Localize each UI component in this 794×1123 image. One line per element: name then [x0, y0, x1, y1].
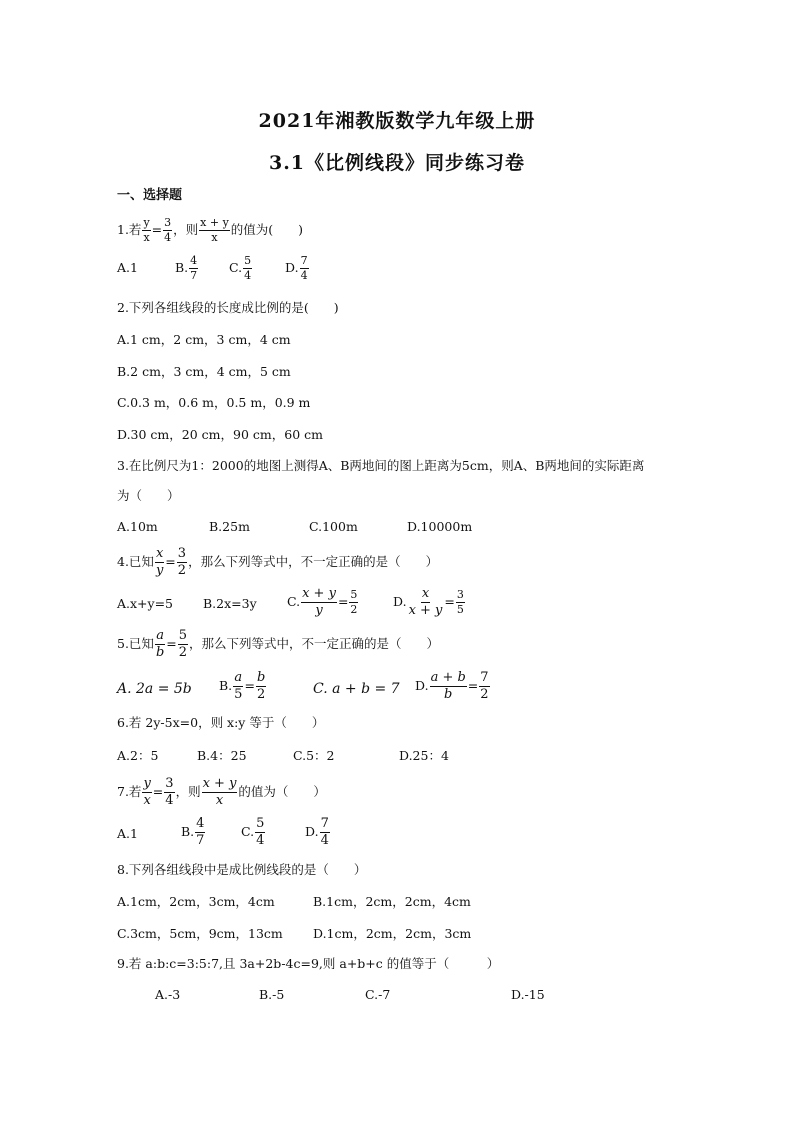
option-a: A.x+y=5	[117, 596, 174, 611]
option-c: C.100m	[309, 519, 358, 534]
question-5-options	[117, 670, 677, 702]
question-1-options	[117, 254, 677, 282]
question-8-options-row-2	[117, 928, 677, 944]
fraction: $\frac{3}{2}$	[177, 546, 187, 578]
fraction: $\frac{y}{x}$	[143, 776, 151, 808]
option-c: C. a + b = 7	[313, 681, 400, 697]
option-b: B.1cm，2cm，2cm，4cm	[313, 894, 471, 909]
option-d: D.-15	[511, 987, 545, 1002]
option-c: C.3cm，5cm，9cm，13cm	[117, 926, 283, 941]
option-d: D. $\frac{7}{4}$	[285, 254, 308, 282]
option-c: C. $\frac{x + y}{y}$ = $\frac{5}{2}$	[287, 586, 358, 618]
option-b: B. $\frac{a}{5}$ = $\frac{b}{2}$	[219, 670, 266, 702]
fraction: $\frac{x}{y}$	[155, 546, 164, 578]
option-a: A. 2a = 5b	[117, 681, 192, 697]
option-b: B.2x=3y	[203, 596, 257, 611]
option-a: A.2：5	[117, 748, 159, 763]
question-2-option-b: B.2 cm，3 cm，4 cm，5 cm	[117, 364, 291, 379]
option-a: A.1cm，2cm，3cm，4cm	[117, 894, 275, 909]
fraction: $\frac{3}{4}$	[164, 216, 172, 244]
question-7-options	[117, 816, 677, 848]
question-3-options	[117, 521, 677, 537]
question-4: 4.已知 $\frac{x}{y}$ = $\frac{3}{2}$ ，那么下列等式中，不一定正确的是（ ）	[117, 546, 439, 578]
option-d: D. $\frac{7}{4}$	[305, 816, 329, 848]
option-b: B. $\frac{4}{7}$	[181, 816, 205, 848]
fraction: $\frac{x + y}{x}$	[200, 216, 229, 244]
fraction: $\frac{3}{4}$	[165, 776, 174, 808]
question-9: 9.若 a:b:c=3:5:7,且 3a+2b-4c=9,则 a+b+c 的值等于（ ）	[117, 956, 500, 971]
fraction: $\frac{a}{b}$	[155, 628, 165, 660]
section-heading: 一、选择题	[117, 188, 183, 203]
option-d: D. $\frac{x}{x + y}$ = $\frac{3}{5}$	[393, 586, 464, 618]
option-b: B. $\frac{4}{7}$	[175, 254, 198, 282]
question-2-option-a: A.1 cm，2 cm，3 cm，4 cm	[117, 332, 291, 347]
question-6: 6.若 2y-5x=0，则 x:y 等于（ ）	[117, 715, 325, 730]
option-c: C. $\frac{5}{4}$	[241, 816, 265, 848]
fraction: $\frac{y}{x}$	[143, 216, 150, 244]
fraction: $\frac{x + y}{x}$	[202, 776, 237, 808]
option-d: D.25：4	[399, 748, 449, 763]
page-subtitle: 3.1《比例线段》同步练习卷	[268, 152, 526, 174]
question-5: 5.已知 $\frac{a}{b}$ = $\frac{5}{2}$ ，那么下列等式中，不一定正确的是（ ）	[117, 628, 440, 660]
question-4-options	[117, 586, 677, 618]
option-c: C. $\frac{5}{4}$	[229, 254, 252, 282]
option-d: D. $\frac{a + b}{b}$ = $\frac{7}{2}$	[415, 670, 489, 702]
question-8-options-row-1	[117, 896, 677, 912]
question-9-options	[117, 989, 677, 1005]
page-title: 2021年湘教版数学九年级上册	[258, 110, 536, 132]
question-8: 8.下列各组线段中是成比例线段的是（ ）	[117, 862, 367, 877]
question-3-line-2: 为（ ）	[117, 488, 180, 503]
question-1: 1.若 $\frac{y}{x}$ = $\frac{3}{4}$ ，则 $\frac{x + y}{x}$ 的值为( )	[117, 216, 304, 244]
question-2: 2.下列各组线段的长度成比例的是( )	[117, 300, 339, 315]
option-a: A.1	[117, 260, 138, 275]
option-a: A.-3	[155, 987, 181, 1002]
question-6-options	[117, 750, 677, 766]
option-c: C.-7	[365, 987, 391, 1002]
question-3-line-1: 3.在比例尺为1：2000的地图上测得A、B两地间的图上距离为5cm，则A、B两地间的实际距离	[117, 458, 645, 473]
option-a: A.1	[117, 826, 138, 841]
option-d: D.10000m	[407, 519, 473, 534]
option-c: C.5：2	[293, 748, 335, 763]
option-b: B.25m	[209, 519, 250, 534]
question-2-option-d: D.30 cm，20 cm，90 cm，60 cm	[117, 427, 323, 442]
option-b: B.4：25	[197, 748, 247, 763]
option-d: D.1cm，2cm，2cm，3cm	[313, 926, 472, 941]
question-7: 7.若 $\frac{y}{x}$ = $\frac{3}{4}$ ，则 $\frac{x + y}{x}$ 的值为（ ）	[117, 776, 326, 808]
option-a: A.10m	[117, 519, 158, 534]
fraction: $\frac{5}{2}$	[178, 628, 188, 660]
question-2-option-c: C.0.3 m，0.6 m，0.5 m，0.9 m	[117, 395, 311, 410]
option-b: B.-5	[259, 987, 285, 1002]
